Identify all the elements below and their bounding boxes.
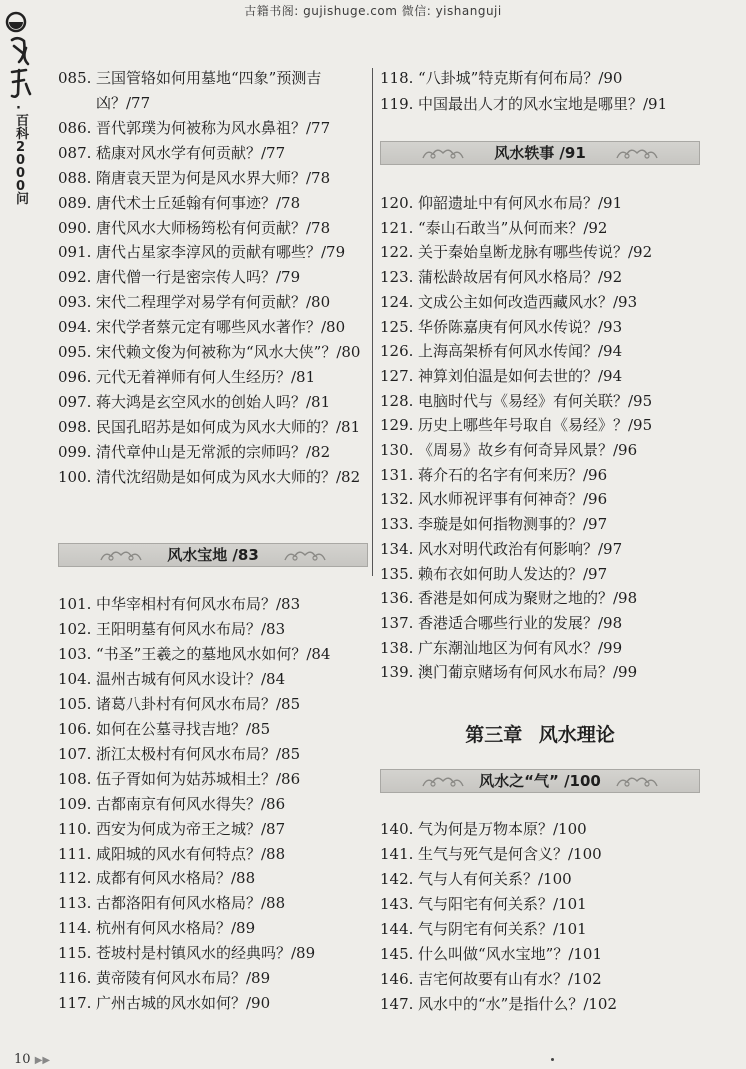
toc-entry[interactable] — [58, 916, 368, 941]
toc-entry[interactable] — [58, 767, 368, 792]
toc-entry[interactable] — [58, 891, 368, 916]
section-title: 风水轶事 /91 — [494, 144, 586, 162]
entry-title: 唐代占星家李淳风的贡献有哪些？/79 — [96, 243, 346, 262]
entry-number: 130. — [380, 441, 414, 459]
toc-entry[interactable] — [58, 265, 368, 290]
toc-entry[interactable] — [58, 340, 368, 365]
section-title: 风水宝地 /83 — [167, 546, 259, 564]
toc-entry[interactable] — [380, 660, 700, 685]
entry-title: 清代章仲山是无常派的宗师吗？/82 — [96, 442, 331, 461]
entry-number: 143. — [380, 895, 414, 913]
entry-number: 087. — [58, 143, 92, 162]
entry-title: 古都洛阳有何风水格局？/88 — [96, 894, 286, 913]
toc-entry[interactable] — [58, 717, 368, 742]
entry-number: 096. — [58, 367, 92, 386]
toc-entry[interactable] — [380, 611, 700, 636]
page-footer — [14, 1052, 50, 1067]
entry-title: 广州古城的风水如何？/90 — [96, 994, 271, 1013]
section-title: 风水之“气” /100 — [479, 772, 601, 790]
entry-number: 124. — [380, 292, 414, 311]
entry-title: 气与阴宅有何关系？/101 — [418, 920, 587, 938]
entry-title: 唐代术士丘延翰有何事迹？/78 — [96, 193, 301, 212]
toc-entry[interactable] — [380, 636, 700, 661]
toc-entry[interactable] — [380, 438, 700, 463]
toc-entry[interactable] — [58, 240, 368, 265]
entry-number: 128. — [380, 391, 414, 410]
entry-title: 浙江太极村有何风水布局？/85 — [96, 744, 301, 763]
entry-title: 温州古城有何风水设计？/84 — [96, 669, 286, 688]
entry-title: 什么叫做“风水宝地”？/101 — [418, 945, 603, 963]
entry-number: 121. — [380, 218, 414, 237]
entry-number: 097. — [58, 392, 92, 411]
entry-number: 094. — [58, 318, 92, 337]
entry-title: 宋代赖文俊为何被称为“风水大侠”？/80 — [96, 343, 361, 361]
entry-number: 114. — [58, 919, 92, 938]
entry-title: 清代沈绍勋是如何成为风水大师的？/82 — [96, 467, 361, 486]
entry-title: 唐代风水大师杨筠松有何贡献？/78 — [96, 218, 331, 237]
entry-title: 关于秦始皇断龙脉有哪些传说？/92 — [418, 243, 653, 262]
entry-title: 杭州有何风水格局？/89 — [96, 919, 256, 938]
toc-entry[interactable] — [380, 216, 700, 241]
entry-number: 132. — [380, 490, 414, 509]
entry-number: 146. — [380, 970, 414, 988]
section-header — [380, 769, 700, 793]
decorative-dot — [551, 1058, 554, 1061]
entry-title: 吉宅何故要有山有水？/102 — [418, 970, 602, 988]
toc-entry[interactable] — [58, 141, 368, 166]
entry-title: 隋唐袁天罡为何是风水界大师？/78 — [96, 168, 331, 187]
entry-number: 109. — [58, 794, 92, 813]
toc-entry[interactable] — [58, 66, 368, 116]
entry-number: 117. — [58, 994, 92, 1013]
entry-title: 民国孔昭苏是如何成为风水大师的？/81 — [96, 417, 361, 436]
watermark-text: 古籍书阁: gujishuge.com 微信: yishanguji — [244, 4, 502, 18]
toc-entry[interactable] — [380, 867, 700, 892]
series-title — [4, 10, 34, 207]
toc-entry[interactable] — [58, 966, 368, 991]
entry-number: 100. — [58, 467, 92, 486]
entry-number: 085. — [58, 69, 92, 87]
entry-number: 126. — [380, 342, 414, 361]
entry-number: 112. — [58, 869, 92, 888]
toc-entry[interactable] — [58, 390, 368, 415]
entry-title: 香港是如何成为聚财之地的？/98 — [418, 589, 638, 608]
toc-entry[interactable] — [380, 66, 700, 91]
entry-title: 三国管辂如何用墓地“四象”预测吉凶？/77 — [96, 69, 322, 112]
toc-entry[interactable] — [58, 792, 368, 817]
entry-number: 138. — [380, 638, 414, 657]
toc-entry[interactable] — [58, 941, 368, 966]
entry-number: 135. — [380, 564, 414, 583]
entry-title: 嵇康对风水学有何贡献？/77 — [96, 143, 286, 162]
entry-number: 116. — [58, 969, 92, 988]
toc-entry[interactable] — [58, 440, 368, 465]
entry-title: 风水师祝评事有何神奇？/96 — [418, 490, 608, 509]
section-header — [380, 141, 700, 165]
entry-number: 099. — [58, 442, 92, 461]
series-subtitle: ·百科2000问 — [16, 101, 30, 207]
toc-entry[interactable] — [58, 166, 368, 191]
toc-entry[interactable] — [58, 642, 368, 667]
entry-title: “八卦城”特克斯有何布局？/90 — [418, 69, 623, 87]
toc-entry[interactable] — [380, 240, 700, 265]
toc-entry[interactable] — [380, 315, 700, 340]
entry-title: 诸葛八卦村有何风水布局？/85 — [96, 694, 301, 713]
toc-entry[interactable] — [380, 562, 700, 587]
entry-title: 神算刘伯温是如何去世的？/94 — [418, 366, 623, 385]
entry-number: 093. — [58, 293, 92, 312]
toc-entry[interactable] — [58, 216, 368, 241]
entry-title: 咸阳城的风水有何特点？/88 — [96, 844, 286, 863]
toc-entry[interactable] — [58, 617, 368, 642]
entry-title: “泰山石敢当”从何而来？/92 — [418, 218, 608, 237]
entry-title: 宋代学者蔡元定有哪些风水著作？/80 — [96, 318, 346, 337]
toc-entry[interactable] — [58, 415, 368, 440]
entry-number: 103. — [58, 644, 92, 663]
toc-entry[interactable] — [58, 116, 368, 141]
entry-title: 蒋大鸿是玄空风水的创始人吗？/81 — [96, 392, 331, 411]
entry-title: 气与人有何关系？/100 — [418, 870, 572, 888]
entry-number: 104. — [58, 669, 92, 688]
toc-entry[interactable] — [58, 667, 368, 692]
entry-title: 唐代僧一行是密宗传人吗？/79 — [96, 268, 301, 287]
entry-title: 《周易》故乡有何奇异风景？/96 — [418, 441, 638, 459]
toc-entry[interactable] — [380, 842, 700, 867]
entry-number: 136. — [380, 589, 414, 608]
entry-number: 088. — [58, 168, 92, 187]
entry-title: 气为何是万物本原？/100 — [418, 820, 587, 838]
entry-number: 142. — [380, 870, 414, 888]
entry-number: 105. — [58, 694, 92, 713]
entry-title: “书圣”王羲之的墓地风水如何？/84 — [96, 644, 331, 663]
entry-number: 115. — [58, 944, 92, 963]
entry-number: 106. — [58, 719, 92, 738]
entry-number: 089. — [58, 193, 92, 212]
entry-number: 139. — [380, 663, 414, 682]
entry-title: 黄帝陵有何风水布局？/89 — [96, 969, 271, 988]
entry-title: 风水中的“水”是指什么？/102 — [418, 995, 618, 1013]
entry-number: 086. — [58, 118, 92, 137]
entry-title: 王阳明墓有何风水布局？/83 — [96, 619, 286, 638]
toc-entry[interactable] — [380, 892, 700, 917]
entry-number: 111. — [58, 844, 92, 863]
toc-entry[interactable] — [58, 842, 368, 867]
toc-entry[interactable] — [58, 742, 368, 767]
toc-entry[interactable] — [380, 512, 700, 537]
entry-title: 宋代二程理学对易学有何贡献？/80 — [96, 293, 331, 312]
entry-number: 141. — [380, 845, 414, 863]
toc-entry[interactable] — [380, 92, 700, 117]
entry-title: 西安为何成为帝王之城？/87 — [96, 819, 286, 838]
entry-title: 中华宰相村有何风水布局？/83 — [96, 595, 301, 613]
toc-entry[interactable] — [380, 942, 700, 967]
entry-title: 上海高架桥有何风水传闻？/94 — [418, 342, 623, 361]
column-divider — [372, 68, 373, 576]
toc-entry[interactable] — [58, 866, 368, 891]
entry-number: 092. — [58, 268, 92, 287]
toc-entry[interactable] — [58, 592, 368, 617]
entry-number: 144. — [380, 920, 414, 938]
entry-number: 113. — [58, 894, 92, 913]
entry-title: 如何在公墓寻找吉地？/85 — [96, 719, 271, 738]
toc-entry[interactable] — [58, 315, 368, 340]
toc-entry[interactable] — [380, 413, 700, 438]
entry-number: 102. — [58, 619, 92, 638]
page-number: 10 — [14, 1052, 31, 1067]
toc-entry[interactable] — [380, 389, 700, 414]
entry-title: 生气与死气是何含义？/100 — [418, 845, 602, 863]
toc-entry[interactable] — [380, 364, 700, 389]
entry-title: 文成公主如何改造西藏风水？/93 — [418, 292, 638, 311]
toc-entry[interactable] — [58, 191, 368, 216]
entry-title: 华侨陈嘉庚有何风水传说？/93 — [418, 317, 623, 336]
toc-entry[interactable] — [380, 817, 700, 842]
entry-number: 131. — [380, 465, 414, 484]
toc-entry[interactable] — [380, 339, 700, 364]
entry-number: 125. — [380, 317, 414, 336]
entry-title: 成都有何风水格局？/88 — [96, 869, 256, 888]
entry-title: 元代无着禅师有何人生经历？/81 — [96, 367, 316, 386]
entry-number: 095. — [58, 343, 92, 361]
entry-title: 风水对明代政治有何影响？/97 — [418, 539, 623, 558]
entry-title: 澳门葡京赌场有何风水布局？/99 — [418, 663, 638, 682]
toc-entry[interactable] — [380, 586, 700, 611]
entry-number: 098. — [58, 417, 92, 436]
entry-number: 127. — [380, 366, 414, 385]
entry-number: 090. — [58, 218, 92, 237]
entry-title: 蒋介石的名字有何来历？/96 — [418, 465, 608, 484]
entry-title: 香港适合哪些行业的发展？/98 — [418, 613, 623, 632]
toc-entry[interactable] — [380, 463, 700, 488]
toc-entry[interactable] — [380, 487, 700, 512]
entry-number: 101. — [58, 595, 92, 613]
toc-entry[interactable] — [380, 992, 700, 1017]
entry-number: 118. — [380, 69, 414, 87]
entry-number: 145. — [380, 945, 414, 963]
entry-title: 苍坡村是村镇风水的经典吗？/89 — [96, 944, 316, 963]
entry-title: 古都南京有何风水得失？/86 — [96, 794, 286, 813]
entry-title: 蒲松龄故居有何风水格局？/92 — [418, 268, 623, 287]
toc-entry[interactable] — [58, 290, 368, 315]
toc-entry[interactable] — [380, 265, 700, 290]
entry-title: 气与阳宅有何关系？/101 — [418, 895, 587, 913]
toc-entry[interactable] — [58, 365, 368, 390]
entry-title: 晋代郭璞为何被称为风水鼻祖？/77 — [96, 118, 331, 137]
chapter-title: 第三章 风水理论 — [465, 724, 615, 746]
entry-number: 091. — [58, 243, 92, 262]
entry-number: 119. — [380, 95, 414, 113]
entry-number: 137. — [380, 613, 414, 632]
toc-entry[interactable] — [58, 692, 368, 717]
entry-number: 129. — [380, 416, 414, 435]
entry-title: 仰韶遗址中有何风水布局？/91 — [418, 194, 623, 212]
entry-number: 147. — [380, 995, 414, 1013]
entry-number: 108. — [58, 769, 92, 788]
toc-entry[interactable] — [380, 967, 700, 992]
entry-title: 电脑时代与《易经》有何关联？/95 — [418, 391, 653, 410]
entry-number: 120. — [380, 194, 414, 212]
toc-entry[interactable] — [380, 917, 700, 942]
entry-number: 140. — [380, 820, 414, 838]
entry-number: 110. — [58, 819, 92, 838]
toc-entry[interactable] — [380, 537, 700, 562]
entry-number: 107. — [58, 744, 92, 763]
entry-title: 历史上哪些年号取自《易经》？/95 — [418, 416, 653, 435]
entry-title: 赖布衣如何助人发达的？/97 — [418, 564, 608, 583]
section-header — [58, 543, 368, 567]
entry-number: 122. — [380, 243, 414, 262]
entry-number: 123. — [380, 268, 414, 287]
toc-entry[interactable] — [380, 191, 700, 216]
toc-entry[interactable] — [58, 817, 368, 842]
toc-entry[interactable] — [58, 991, 368, 1016]
entry-title: 中国最出人才的风水宝地是哪里？/91 — [418, 95, 668, 113]
entry-title: 广东潮汕地区为何有风水？/99 — [418, 638, 623, 657]
entry-number: 133. — [380, 515, 414, 534]
arrow-icon: ▶▶ — [34, 1055, 51, 1066]
toc-entry[interactable] — [380, 290, 700, 315]
toc-entry[interactable] — [58, 465, 368, 490]
entry-title: 伍子胥如何为姑苏城相土？/86 — [96, 769, 301, 788]
entry-number: 134. — [380, 539, 414, 558]
entry-title: 李璇是如何指物测事的？/97 — [418, 515, 608, 534]
